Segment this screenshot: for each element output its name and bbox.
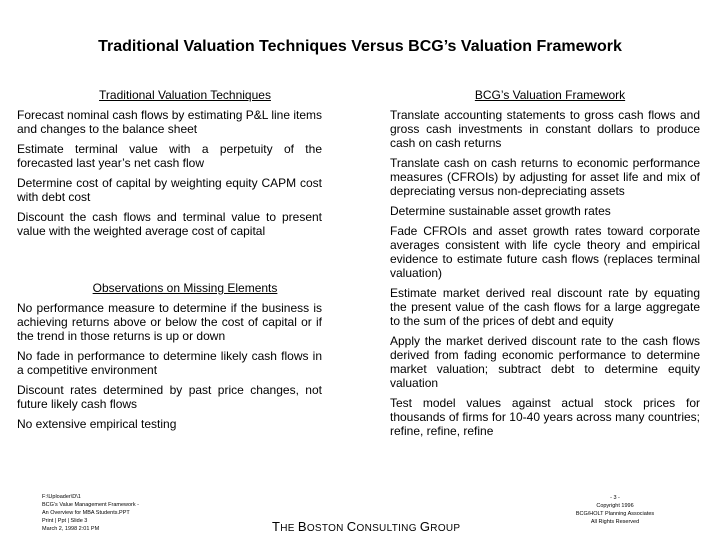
footer-line: F:\Uploader\D\1	[42, 494, 81, 500]
footer-line: Copyright 1996	[596, 503, 634, 509]
footer-line: BCG/HOLT Planning Associates	[575, 511, 655, 517]
observation-items	[17, 301, 322, 437]
left-item: Estimate terminal value with a perpetuity of the forecasted last year’s net cash flow	[17, 142, 322, 170]
right-item: Test model values against actual stock prices for thousands of firms for 10-40 years across many countries; refine, refine, refine	[390, 396, 700, 438]
footer-file-info	[42, 493, 139, 533]
right-items	[390, 108, 700, 444]
footer-line: All Rights Reserved	[590, 519, 640, 525]
right-item: Fade CFROIs and asset growth rates toward corporate averages consistent with life cycle theory and empirical evidence to estimate future cash flows (replaces terminal valuation)	[390, 224, 700, 280]
slide-title: Traditional Valuation Techniques Versus BCG’s Valuation Framework	[98, 38, 622, 55]
right-item: Translate cash on cash returns to economic performance measures (CFROIs) by adjusting for asset life and mix of depreciating versus non-depreciating assets	[390, 156, 700, 198]
left-item: Discount the cash flows and terminal value to present value with the weighted average cost of capital	[17, 210, 322, 238]
left-items	[17, 108, 322, 244]
right-item: Estimate market derived real discount rate by equating the present value of the cash flows for a large aggregate to the sum of the prices of debt and equity	[390, 286, 700, 328]
bcg-logo-text: THE BOSTON CONSULTING GROUP	[272, 519, 461, 534]
footer-line: An Overview for MBA Students.PPT	[42, 510, 130, 516]
footer-line: March 2, 1998 2:01 PM	[42, 526, 100, 532]
right-item: Translate accounting statements to gross cash flows and gross cash investments in constant dollars to produce cash on cash returns	[390, 108, 700, 150]
right-heading: BCG’s Valuation Framework	[474, 88, 626, 102]
right-item: Determine sustainable asset growth rates	[390, 204, 611, 218]
observation-item: No fade in performance to determine likely cash flows in a competitive environment	[17, 349, 322, 377]
observation-item: Discount rates determined by past price changes, not future likely cash flows	[17, 383, 322, 411]
footer-line: BCG’s Value Management Framework -	[42, 502, 139, 508]
left-heading: Traditional Valuation Techniques	[99, 88, 271, 102]
observation-item: No extensive empirical testing	[17, 417, 177, 431]
footer-line: Print | Ppt | Slide 3	[42, 518, 88, 524]
left-item: Determine cost of capital by weighting equity CAPM cost with debt cost	[17, 176, 322, 204]
left-item: Forecast nominal cash flows by estimating P&L line items and changes to the balance sheet	[17, 108, 323, 136]
footer-copyright	[560, 494, 670, 526]
page-number: - 3 -	[610, 495, 620, 501]
observation-item: No performance measure to determine if the business is achieving returns above or below the cost of capital or if the trend in those returns is up or down	[17, 301, 322, 343]
observations-heading: Observations on Missing Elements	[92, 281, 278, 295]
right-item: Apply the market derived discount rate to the cash flows derived from fading economic performance to determine market valuation; subtract debt to determine equity valuation	[390, 334, 700, 390]
